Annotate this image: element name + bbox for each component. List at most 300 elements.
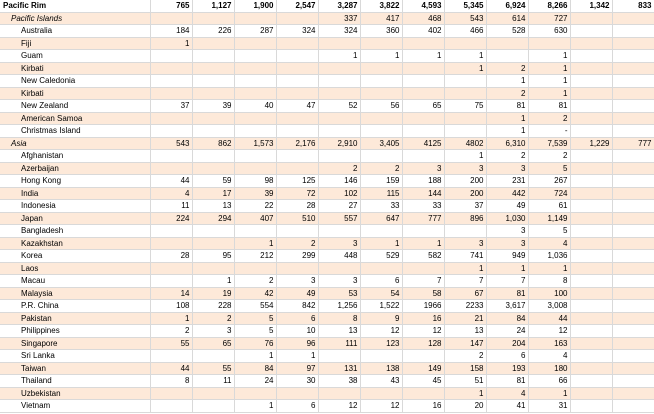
value-cell[interactable] <box>612 400 654 413</box>
value-cell[interactable]: 3 <box>486 237 528 250</box>
value-cell[interactable] <box>612 312 654 325</box>
value-cell[interactable] <box>612 100 654 113</box>
value-cell[interactable]: 75 <box>444 100 486 113</box>
value-cell[interactable] <box>318 75 360 88</box>
value-cell[interactable] <box>402 37 444 50</box>
value-cell[interactable]: 72 <box>276 187 318 200</box>
value-cell[interactable]: 4,593 <box>402 0 444 12</box>
value-cell[interactable]: 37 <box>150 100 192 113</box>
row-label-cell[interactable]: Christmas Island <box>0 125 150 138</box>
value-cell[interactable]: 582 <box>402 250 444 263</box>
value-cell[interactable]: 949 <box>486 250 528 263</box>
value-cell[interactable]: 1,256 <box>318 300 360 313</box>
value-cell[interactable]: 777 <box>612 137 654 150</box>
value-cell[interactable]: 833 <box>612 0 654 12</box>
value-cell[interactable] <box>570 275 612 288</box>
value-cell[interactable]: 3 <box>486 225 528 238</box>
value-cell[interactable]: 41 <box>486 400 528 413</box>
value-cell[interactable]: 1 <box>444 62 486 75</box>
row-label-cell[interactable]: Uzbekistan <box>0 387 150 400</box>
row-label-cell[interactable]: India <box>0 187 150 200</box>
value-cell[interactable]: 6 <box>360 275 402 288</box>
value-cell[interactable] <box>276 125 318 138</box>
value-cell[interactable] <box>612 200 654 213</box>
value-cell[interactable]: 3,822 <box>360 0 402 12</box>
row-label-cell[interactable]: Philippines <box>0 325 150 338</box>
value-cell[interactable]: 5 <box>234 325 276 338</box>
value-cell[interactable]: 2 <box>234 275 276 288</box>
value-cell[interactable]: 22 <box>234 200 276 213</box>
value-cell[interactable]: 5 <box>234 312 276 325</box>
value-cell[interactable]: 38 <box>318 375 360 388</box>
value-cell[interactable]: 45 <box>402 375 444 388</box>
value-cell[interactable] <box>612 50 654 63</box>
value-cell[interactable]: 1966 <box>402 300 444 313</box>
value-cell[interactable] <box>276 62 318 75</box>
value-cell[interactable]: 146 <box>318 175 360 188</box>
value-cell[interactable]: 33 <box>402 200 444 213</box>
value-cell[interactable] <box>150 150 192 163</box>
value-cell[interactable]: 11 <box>150 200 192 213</box>
value-cell[interactable]: 777 <box>402 212 444 225</box>
value-cell[interactable]: 6 <box>276 312 318 325</box>
value-cell[interactable] <box>612 225 654 238</box>
value-cell[interactable]: 4 <box>528 237 570 250</box>
value-cell[interactable]: 102 <box>318 187 360 200</box>
row-label-cell[interactable]: Australia <box>0 25 150 38</box>
value-cell[interactable]: 7 <box>444 275 486 288</box>
value-cell[interactable] <box>150 162 192 175</box>
value-cell[interactable]: 2 <box>486 62 528 75</box>
value-cell[interactable]: 40 <box>234 100 276 113</box>
value-cell[interactable] <box>612 350 654 363</box>
value-cell[interactable] <box>150 112 192 125</box>
value-cell[interactable] <box>570 25 612 38</box>
value-cell[interactable]: 96 <box>276 337 318 350</box>
value-cell[interactable] <box>192 162 234 175</box>
value-cell[interactable]: 5 <box>528 225 570 238</box>
value-cell[interactable]: 727 <box>528 12 570 25</box>
value-cell[interactable]: 115 <box>360 187 402 200</box>
value-cell[interactable]: 896 <box>444 212 486 225</box>
value-cell[interactable]: 44 <box>150 362 192 375</box>
value-cell[interactable]: 193 <box>486 362 528 375</box>
value-cell[interactable]: 226 <box>192 25 234 38</box>
value-cell[interactable]: 8,266 <box>528 0 570 12</box>
row-label-cell[interactable]: P.R. China <box>0 300 150 313</box>
value-cell[interactable] <box>150 12 192 25</box>
value-cell[interactable]: 1 <box>234 400 276 413</box>
value-cell[interactable]: 39 <box>192 100 234 113</box>
value-cell[interactable]: 1,149 <box>528 212 570 225</box>
value-cell[interactable]: 81 <box>528 100 570 113</box>
value-cell[interactable] <box>234 62 276 75</box>
value-cell[interactable]: 1 <box>318 50 360 63</box>
value-cell[interactable] <box>150 237 192 250</box>
value-cell[interactable]: 1,036 <box>528 250 570 263</box>
value-cell[interactable]: 158 <box>444 362 486 375</box>
value-cell[interactable] <box>612 125 654 138</box>
value-cell[interactable]: 65 <box>402 100 444 113</box>
value-cell[interactable] <box>234 50 276 63</box>
value-cell[interactable] <box>234 162 276 175</box>
value-cell[interactable]: 1 <box>486 262 528 275</box>
value-cell[interactable] <box>360 225 402 238</box>
value-cell[interactable] <box>192 400 234 413</box>
value-cell[interactable]: 30 <box>276 375 318 388</box>
value-cell[interactable]: 1 <box>360 50 402 63</box>
value-cell[interactable]: 204 <box>486 337 528 350</box>
value-cell[interactable]: 8 <box>150 375 192 388</box>
value-cell[interactable]: 9 <box>360 312 402 325</box>
row-label-cell[interactable]: Kirbati <box>0 62 150 75</box>
value-cell[interactable] <box>150 387 192 400</box>
value-cell[interactable]: 4802 <box>444 137 486 150</box>
value-cell[interactable]: 448 <box>318 250 360 263</box>
row-label-cell[interactable]: Asia <box>0 137 150 150</box>
value-cell[interactable]: 37 <box>444 200 486 213</box>
value-cell[interactable]: 1,127 <box>192 0 234 12</box>
value-cell[interactable]: 402 <box>402 25 444 38</box>
value-cell[interactable]: 159 <box>360 175 402 188</box>
value-cell[interactable]: 3,617 <box>486 300 528 313</box>
value-cell[interactable]: 1 <box>528 262 570 275</box>
value-cell[interactable]: 299 <box>276 250 318 263</box>
value-cell[interactable]: 33 <box>360 200 402 213</box>
value-cell[interactable] <box>276 112 318 125</box>
value-cell[interactable]: 3 <box>402 162 444 175</box>
value-cell[interactable]: 614 <box>486 12 528 25</box>
value-cell[interactable] <box>570 100 612 113</box>
value-cell[interactable] <box>612 25 654 38</box>
value-cell[interactable]: 6,924 <box>486 0 528 12</box>
value-cell[interactable]: 55 <box>150 337 192 350</box>
value-cell[interactable]: 510 <box>276 212 318 225</box>
value-cell[interactable] <box>612 337 654 350</box>
value-cell[interactable]: 16 <box>402 312 444 325</box>
value-cell[interactable] <box>570 337 612 350</box>
value-cell[interactable]: 28 <box>276 200 318 213</box>
value-cell[interactable]: 1 <box>234 237 276 250</box>
value-cell[interactable]: 3 <box>318 275 360 288</box>
value-cell[interactable] <box>612 325 654 338</box>
row-label-cell[interactable]: Azerbaijan <box>0 162 150 175</box>
value-cell[interactable] <box>318 62 360 75</box>
value-cell[interactable]: 554 <box>234 300 276 313</box>
value-cell[interactable]: 44 <box>528 312 570 325</box>
value-cell[interactable] <box>570 325 612 338</box>
value-cell[interactable]: 56 <box>360 100 402 113</box>
value-cell[interactable]: 1,522 <box>360 300 402 313</box>
value-cell[interactable]: 1 <box>360 237 402 250</box>
row-label-cell[interactable]: Indonesia <box>0 200 150 213</box>
value-cell[interactable] <box>360 262 402 275</box>
value-cell[interactable]: 51 <box>444 375 486 388</box>
value-cell[interactable] <box>192 387 234 400</box>
value-cell[interactable]: 324 <box>276 25 318 38</box>
value-cell[interactable] <box>612 75 654 88</box>
value-cell[interactable]: 1 <box>528 87 570 100</box>
value-cell[interactable] <box>318 112 360 125</box>
value-cell[interactable] <box>318 225 360 238</box>
value-cell[interactable]: 7,539 <box>528 137 570 150</box>
value-cell[interactable] <box>570 225 612 238</box>
value-cell[interactable]: 147 <box>444 337 486 350</box>
value-cell[interactable]: 1 <box>150 37 192 50</box>
value-cell[interactable]: 184 <box>150 25 192 38</box>
value-cell[interactable]: 4 <box>528 350 570 363</box>
value-cell[interactable]: 1 <box>234 350 276 363</box>
value-cell[interactable]: 1 <box>402 237 444 250</box>
value-cell[interactable]: 2 <box>150 325 192 338</box>
value-cell[interactable]: 2,176 <box>276 137 318 150</box>
value-cell[interactable] <box>612 262 654 275</box>
value-cell[interactable] <box>192 87 234 100</box>
value-cell[interactable]: 2 <box>486 150 528 163</box>
value-cell[interactable]: 842 <box>276 300 318 313</box>
value-cell[interactable]: 128 <box>402 337 444 350</box>
value-cell[interactable]: 2 <box>276 237 318 250</box>
value-cell[interactable]: 1,900 <box>234 0 276 12</box>
value-cell[interactable]: 2 <box>444 350 486 363</box>
value-cell[interactable]: 12 <box>402 325 444 338</box>
value-cell[interactable]: 12 <box>318 400 360 413</box>
value-cell[interactable] <box>612 150 654 163</box>
value-cell[interactable] <box>612 275 654 288</box>
value-cell[interactable] <box>570 187 612 200</box>
value-cell[interactable] <box>318 125 360 138</box>
value-cell[interactable]: 3 <box>192 325 234 338</box>
value-cell[interactable]: 6,310 <box>486 137 528 150</box>
value-cell[interactable]: 1 <box>192 275 234 288</box>
value-cell[interactable]: 13 <box>444 325 486 338</box>
value-cell[interactable] <box>276 87 318 100</box>
value-cell[interactable] <box>612 62 654 75</box>
value-cell[interactable]: 2233 <box>444 300 486 313</box>
value-cell[interactable]: 231 <box>486 175 528 188</box>
value-cell[interactable] <box>150 87 192 100</box>
value-cell[interactable]: 8 <box>528 275 570 288</box>
value-cell[interactable] <box>360 150 402 163</box>
value-cell[interactable] <box>612 162 654 175</box>
value-cell[interactable]: 10 <box>276 325 318 338</box>
value-cell[interactable]: 2 <box>528 112 570 125</box>
value-cell[interactable] <box>150 275 192 288</box>
value-cell[interactable]: 2 <box>192 312 234 325</box>
value-cell[interactable] <box>402 62 444 75</box>
value-cell[interactable] <box>402 125 444 138</box>
value-cell[interactable]: 3 <box>444 162 486 175</box>
value-cell[interactable]: 125 <box>276 175 318 188</box>
value-cell[interactable]: 111 <box>318 337 360 350</box>
value-cell[interactable] <box>570 237 612 250</box>
value-cell[interactable]: 294 <box>192 212 234 225</box>
value-cell[interactable] <box>360 62 402 75</box>
value-cell[interactable]: 8 <box>318 312 360 325</box>
value-cell[interactable]: 4 <box>486 387 528 400</box>
value-cell[interactable]: 12 <box>528 325 570 338</box>
value-cell[interactable]: 212 <box>234 250 276 263</box>
value-cell[interactable] <box>234 150 276 163</box>
value-cell[interactable] <box>570 62 612 75</box>
value-cell[interactable] <box>486 37 528 50</box>
value-cell[interactable]: 81 <box>486 375 528 388</box>
value-cell[interactable]: 442 <box>486 187 528 200</box>
value-cell[interactable]: 7 <box>402 275 444 288</box>
row-label-cell[interactable]: Vietnam <box>0 400 150 413</box>
value-cell[interactable] <box>276 50 318 63</box>
row-label-cell[interactable]: Japan <box>0 212 150 225</box>
value-cell[interactable]: 47 <box>276 100 318 113</box>
value-cell[interactable]: 2 <box>360 162 402 175</box>
value-cell[interactable]: 557 <box>318 212 360 225</box>
value-cell[interactable]: 287 <box>234 25 276 38</box>
value-cell[interactable]: 630 <box>528 25 570 38</box>
value-cell[interactable]: 53 <box>318 287 360 300</box>
value-cell[interactable] <box>192 75 234 88</box>
value-cell[interactable]: 4 <box>150 187 192 200</box>
value-cell[interactable] <box>402 262 444 275</box>
value-cell[interactable]: 1,030 <box>486 212 528 225</box>
value-cell[interactable] <box>360 350 402 363</box>
row-label-cell[interactable]: Kirbati <box>0 87 150 100</box>
value-cell[interactable] <box>570 175 612 188</box>
value-cell[interactable]: 2,910 <box>318 137 360 150</box>
value-cell[interactable]: 1 <box>402 50 444 63</box>
value-cell[interactable]: 19 <box>192 287 234 300</box>
row-label-cell[interactable]: Pacific Rim <box>0 0 150 12</box>
value-cell[interactable] <box>444 75 486 88</box>
value-cell[interactable] <box>276 150 318 163</box>
value-cell[interactable]: 724 <box>528 187 570 200</box>
value-cell[interactable]: 163 <box>528 337 570 350</box>
value-cell[interactable] <box>570 375 612 388</box>
value-cell[interactable] <box>444 37 486 50</box>
value-cell[interactable]: 17 <box>192 187 234 200</box>
value-cell[interactable] <box>612 87 654 100</box>
row-label-cell[interactable]: American Samoa <box>0 112 150 125</box>
value-cell[interactable]: 2,547 <box>276 0 318 12</box>
value-cell[interactable] <box>570 350 612 363</box>
value-cell[interactable]: 54 <box>360 287 402 300</box>
value-cell[interactable] <box>402 387 444 400</box>
value-cell[interactable] <box>192 350 234 363</box>
value-cell[interactable]: 543 <box>444 12 486 25</box>
value-cell[interactable] <box>150 75 192 88</box>
row-label-cell[interactable]: Singapore <box>0 337 150 350</box>
value-cell[interactable] <box>192 262 234 275</box>
row-label-cell[interactable]: Bangladesh <box>0 225 150 238</box>
value-cell[interactable] <box>570 362 612 375</box>
value-cell[interactable]: 28 <box>150 250 192 263</box>
value-cell[interactable] <box>612 212 654 225</box>
value-cell[interactable] <box>570 387 612 400</box>
value-cell[interactable] <box>570 75 612 88</box>
value-cell[interactable]: 180 <box>528 362 570 375</box>
value-cell[interactable]: 55 <box>192 362 234 375</box>
value-cell[interactable] <box>570 262 612 275</box>
value-cell[interactable]: 1 <box>444 262 486 275</box>
value-cell[interactable]: 13 <box>192 200 234 213</box>
value-cell[interactable]: 2 <box>486 87 528 100</box>
value-cell[interactable] <box>402 75 444 88</box>
value-cell[interactable]: 1 <box>276 350 318 363</box>
value-cell[interactable]: 7 <box>486 275 528 288</box>
value-cell[interactable]: 81 <box>486 100 528 113</box>
value-cell[interactable]: 228 <box>192 300 234 313</box>
value-cell[interactable] <box>234 125 276 138</box>
value-cell[interactable]: 1 <box>528 387 570 400</box>
value-cell[interactable] <box>570 125 612 138</box>
value-cell[interactable]: 1 <box>486 125 528 138</box>
value-cell[interactable]: 49 <box>276 287 318 300</box>
value-cell[interactable]: 24 <box>486 325 528 338</box>
value-cell[interactable]: 65 <box>192 337 234 350</box>
value-cell[interactable] <box>612 112 654 125</box>
value-cell[interactable]: 862 <box>192 137 234 150</box>
value-cell[interactable]: 123 <box>360 337 402 350</box>
value-cell[interactable]: 84 <box>234 362 276 375</box>
value-cell[interactable] <box>150 62 192 75</box>
value-cell[interactable]: 1 <box>528 50 570 63</box>
row-label-cell[interactable]: Hong Kong <box>0 175 150 188</box>
value-cell[interactable] <box>276 387 318 400</box>
value-cell[interactable] <box>402 225 444 238</box>
value-cell[interactable]: 267 <box>528 175 570 188</box>
value-cell[interactable] <box>402 150 444 163</box>
row-label-cell[interactable]: Afghanistan <box>0 150 150 163</box>
value-cell[interactable]: 765 <box>150 0 192 12</box>
value-cell[interactable]: 224 <box>150 212 192 225</box>
value-cell[interactable] <box>318 150 360 163</box>
value-cell[interactable]: 543 <box>150 137 192 150</box>
value-cell[interactable] <box>360 87 402 100</box>
value-cell[interactable]: 1 <box>486 75 528 88</box>
value-cell[interactable]: 11 <box>192 375 234 388</box>
value-cell[interactable] <box>150 262 192 275</box>
value-cell[interactable]: 3,287 <box>318 0 360 12</box>
value-cell[interactable] <box>612 362 654 375</box>
value-cell[interactable]: 98 <box>234 175 276 188</box>
value-cell[interactable] <box>528 37 570 50</box>
value-cell[interactable] <box>486 50 528 63</box>
value-cell[interactable] <box>150 225 192 238</box>
value-cell[interactable]: 12 <box>360 325 402 338</box>
value-cell[interactable]: 1 <box>150 312 192 325</box>
value-cell[interactable] <box>192 150 234 163</box>
value-cell[interactable]: 13 <box>318 325 360 338</box>
value-cell[interactable]: 131 <box>318 362 360 375</box>
value-cell[interactable] <box>192 50 234 63</box>
row-label-cell[interactable]: Fiji <box>0 37 150 50</box>
value-cell[interactable]: 741 <box>444 250 486 263</box>
value-cell[interactable]: 2 <box>528 150 570 163</box>
value-cell[interactable] <box>234 112 276 125</box>
value-cell[interactable]: 2 <box>318 162 360 175</box>
value-cell[interactable]: 3 <box>486 162 528 175</box>
value-cell[interactable] <box>360 112 402 125</box>
value-cell[interactable] <box>612 237 654 250</box>
value-cell[interactable]: 1 <box>444 50 486 63</box>
value-cell[interactable]: 466 <box>444 25 486 38</box>
value-cell[interactable] <box>150 50 192 63</box>
value-cell[interactable]: 5 <box>528 162 570 175</box>
row-label-cell[interactable]: New Zealand <box>0 100 150 113</box>
value-cell[interactable]: 3,405 <box>360 137 402 150</box>
value-cell[interactable] <box>402 112 444 125</box>
value-cell[interactable]: 1,573 <box>234 137 276 150</box>
value-cell[interactable]: 3 <box>276 275 318 288</box>
